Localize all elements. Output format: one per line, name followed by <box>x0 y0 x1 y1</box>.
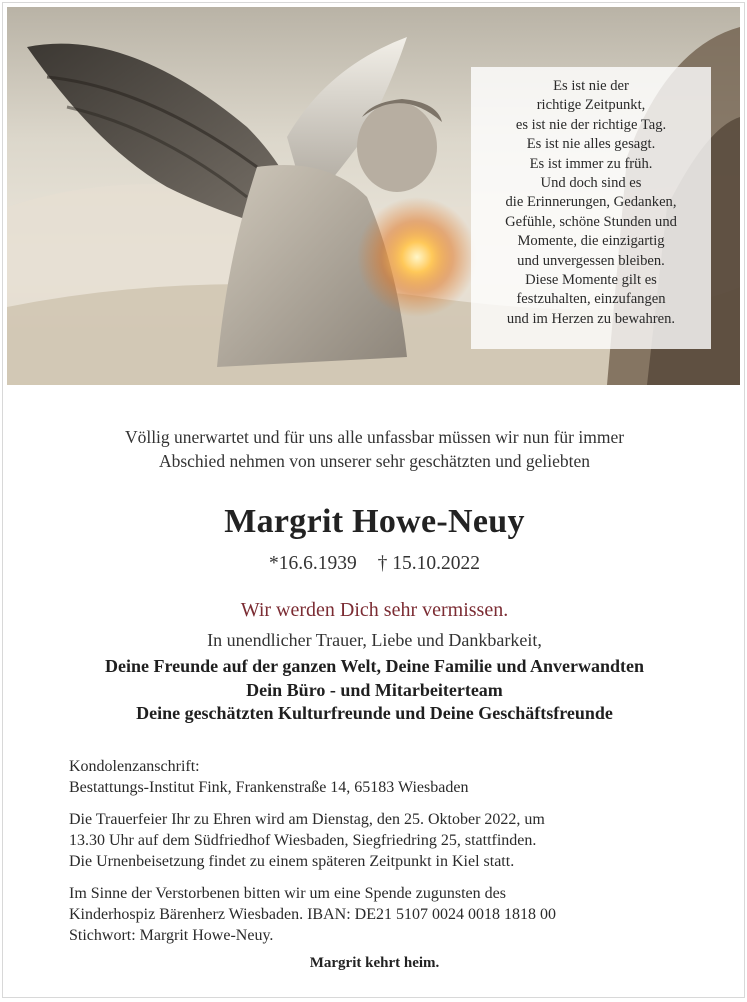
intro-line: Völlig unerwartet und für uns alle unfassbar müssen wir nun für immer <box>124 427 625 447</box>
donation-line: Stichwort: Margrit Howe-Neuy. <box>69 927 274 944</box>
condolence-label: Kondolenzanschrift: <box>69 758 200 775</box>
hero-image <box>7 7 740 385</box>
death-date: † 15.10.2022 <box>377 553 480 574</box>
condolence-address <box>69 756 685 798</box>
poem-line: und im Herzen zu bewahren. <box>506 310 676 327</box>
ceremony-line: Die Trauerfeier Ihr zu Ehren wird am Dienstag, den 25. Oktober 2022, um <box>69 811 545 828</box>
donation-info <box>69 883 685 946</box>
poem-line: und unvergessen bleiben. <box>517 252 665 269</box>
signer-line: Deine geschätzten Kulturfreunde und Deine Geschäftsfreunde <box>136 703 613 723</box>
condolence-address-line: Bestattungs-Institut Fink, Frankenstraße 14, 65183 Wiesbaden <box>69 779 469 796</box>
signer-line: Deine Freunde auf der ganzen Welt, Deine Familie und Anverwandten <box>104 656 644 676</box>
signers <box>3 655 745 726</box>
poem-line: es ist nie der richtige Tag. <box>515 116 667 133</box>
grief-text: In unendlicher Trauer, Liebe und Dankbarkeit, <box>207 630 542 650</box>
donation-line: Im Sinne der Verstorbenen bitten wir um eine Spende zugunsten des <box>69 885 506 902</box>
deceased-name: Margrit Howe-Neuy <box>224 503 525 540</box>
ceremony-info <box>69 809 685 872</box>
poem-line: richtige Zeitpunkt, <box>536 97 646 114</box>
ceremony-line: 13.30 Uhr auf dem Südfriedhof Wiesbaden, Siegfriedring 25, stattfinden. <box>69 832 537 849</box>
poem-line: Es ist nie der <box>553 78 629 94</box>
closing-text: Margrit kehrt heim. <box>309 955 440 971</box>
poem-line: die Erinnerungen, Gedanken, <box>505 194 677 211</box>
poem-line: Es ist nie alles gesagt. <box>526 136 656 153</box>
poem-line: Diese Momente gilt es <box>525 272 657 289</box>
signer-line: Dein Büro - und Mitarbeiterteam <box>246 679 503 700</box>
poem-box <box>471 67 711 349</box>
poem-line: Gefühle, schöne Stunden und <box>505 213 677 230</box>
intro-text <box>3 425 745 473</box>
ceremony-line: Die Urnenbeisetzung findet zu einem späteren Zeitpunkt in Kiel statt. <box>69 853 515 870</box>
poem-line: festzuhalten, einzufangen <box>516 291 666 308</box>
obituary-page <box>2 2 745 998</box>
miss-text: Wir werden Dich sehr vermissen. <box>240 599 509 621</box>
life-dates <box>3 553 745 575</box>
poem-line: Es ist immer zu früh. <box>529 155 653 172</box>
poem-line: Momente, die einzigartig <box>517 233 665 250</box>
intro-line: Abschied nehmen von unserer sehr geschätzten und geliebten <box>158 451 591 471</box>
birth-date: *16.6.1939 <box>269 553 357 574</box>
poem-line: Und doch sind es <box>540 175 642 192</box>
donation-line: Kinderhospiz Bärenherz Wiesbaden. IBAN: DE21 5107 0024 0018 1818 00 <box>69 906 556 923</box>
